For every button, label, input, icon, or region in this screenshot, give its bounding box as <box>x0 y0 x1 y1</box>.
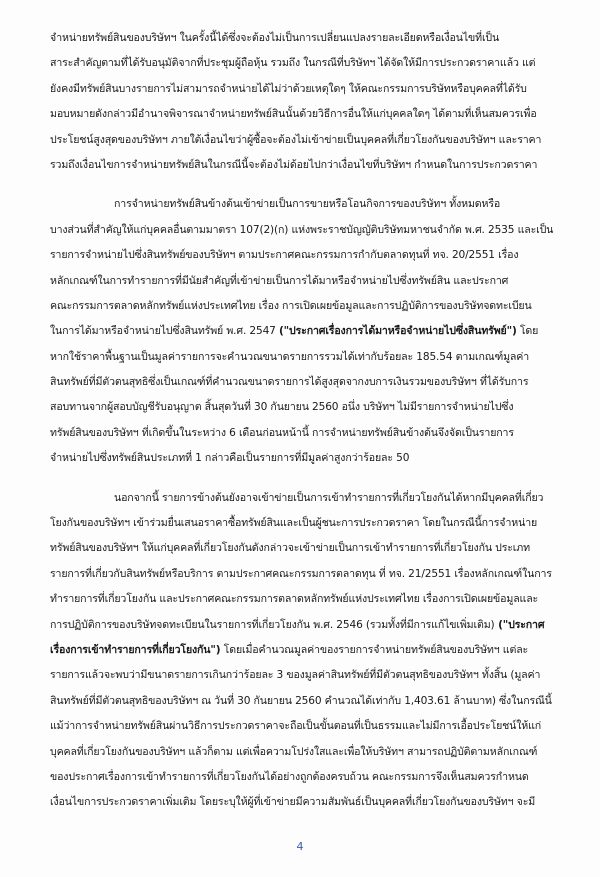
text-line: บางส่วนที่สำคัญให้แก่บุคคลอื่นตามมาตรา 107(2)(ก) แห่งพระราชบัญญัติบริษัทมหาชนจำกัด พ.ศ. 2535 และเป็น <box>50 223 554 236</box>
text-line-with-bold <box>50 319 554 344</box>
text-line: ทำรายการที่เกี่ยวโยงกัน และประกาศคณะกรรมการตลาดหลักทรัพย์แห่งประเทศไทย เรื่องการเปิดเผยข้อมูลและ <box>50 593 539 606</box>
paragraph-connected-transaction <box>50 486 554 816</box>
text-segment: โดย <box>516 325 539 338</box>
text-segment: โดยเมื่อคำนวณมูลค่าของรายการจำหน่ายทรัพย์สินของบริษัทฯ แต่ละ <box>220 643 529 656</box>
text-line: ประโยชน์สูงสุดของบริษัทฯ ภายใต้เงื่อนไขว่าผู้ซื้อจะต้องไม่เข้าข่ายเป็นบุคคลที่เกี่ยวโยงกันของบริษัทฯ และราคา <box>50 133 542 146</box>
text-line: หากใช้ราคาพื้นฐานเป็นมูลค่ารายการจะคำนวณขนาดรายการรวมได้เท่ากับร้อยละ 185.54 ตามเกณฑ์มูลค่า <box>50 350 529 363</box>
bold-defined-term: ("ประกาศ <box>494 618 545 631</box>
text-line: รายการที่เกี่ยวกับสินทรัพย์หรือบริการ ตามประกาศคณะกรรมการตลาดทุน ที่ ทจ. 21/2551 เรื่องหลักเกณฑ์ในการ <box>50 567 552 580</box>
text-line: รายการจำหน่ายไปซึ่งสินทรัพย์ของบริษัทฯ ตามประกาศคณะกรรมการกำกับตลาดทุนที่ ทจ. 20/2551 เรื่อง <box>50 249 519 262</box>
text-line: ของประกาศเรื่องการเข้าทำรายการที่เกี่ยวโยงกันได้อย่างถูกต้องครบถ้วน คณะกรรมการจึงเห็นสมควรกำหนด <box>50 770 529 783</box>
text-line: ทรัพย์สินของบริษัทฯ ให้แก่บุคคลที่เกี่ยวโยงกันดังกล่าวจะเข้าข่ายเป็นการเข้าทำรายการที่เกี่ยวโยงกัน ประเภท <box>50 542 530 555</box>
text-segment: การปฏิบัติการของบริษัทจดทะเบียนในรายการที่เกี่ยวโยงกัน พ.ศ. 2546 (รวมทั้งที่มีการแก้ไขเพิ่มเติม) <box>50 618 495 631</box>
text-segment: ในการได้มาหรือจำหน่ายไปซึ่งสินทรัพย์ พ.ศ. 2547 <box>50 325 276 338</box>
text-line: มอบหมายดังกล่าวมีอำนาจพิจารณาจำหน่ายทรัพย์สินนั้นด้วยวิธีการอื่นให้แก่บุคคลใดๆ ได้ตามที่เห็นสมควรเพื่อ <box>50 108 537 121</box>
text-line-with-bold <box>50 613 554 638</box>
page-number: 4 <box>296 840 304 853</box>
bold-defined-term: ("ประกาศเรื่องการได้มาหรือจำหน่ายไปซึ่งสินทรัพย์") <box>278 325 517 338</box>
text-line: จำหน่ายไปซึ่งทรัพย์สินประเภทที่ 1 กล่าวคือเป็นรายการที่มีมูลค่าสูงกว่าร้อยละ 50 <box>50 452 410 465</box>
text-line: ทรัพย์สินของบริษัทฯ ที่เกิดขึ้นในระหว่าง 6 เดือนก่อนหน้านี้ การจำหน่ายทรัพย์สินข้างต้นจึงจัดเป็นรายการ <box>50 426 514 439</box>
text-line: การจำหน่ายทรัพย์สินข้างต้นเข้าข่ายเป็นการขายหรือโอนกิจการของบริษัทฯ ทั้งหมดหรือ <box>114 198 501 211</box>
text-line: รวมถึงเงื่อนไขการจำหน่ายทรัพย์สินในกรณีนี้จะต้องไม่ด้อยไปกว่าเงื่อนไขที่บริษัทฯ กำหนดในการประกวดราคา <box>50 158 538 171</box>
paragraph-transaction-classification <box>50 192 554 471</box>
text-line: แม้ว่าการจำหน่ายทรัพย์สินผ่านวิธีการประกวดราคาจะถือเป็นขั้นตอนที่เป็นธรรมและไม่มีการเอื้อประโยชน์ให้แก่ <box>50 720 542 733</box>
text-line: หลักเกณฑ์ในการทำรายการที่มีนัยสำคัญที่เข้าข่ายเป็นการได้มาหรือจำหน่ายไปซึ่งทรัพย์สิน และประกาศ <box>50 274 509 287</box>
text-line: โยงกันของบริษัทฯ เข้าร่วมยื่นเสนอราคาซื้อทรัพย์สินและเป็นผู้ชนะการประกวดราคา โดยในกรณีนี้การจำหน่าย <box>50 517 538 530</box>
text-line: สินทรัพย์ที่มีตัวตนสุทธิของบริษัทฯ ณ วันที่ 30 กันยายน 2560 คำนวณได้เท่ากับ 1,403.61 ล้านบาท) ซึ่งในกรณีนี้ <box>50 694 552 707</box>
text-line: สินทรัพย์ที่มีตัวตนสุทธิซึ่งเป็นเกณฑ์ที่คำนวณขนาดรายการได้สูงสุดจากงบการเงินรวมของบริษัทฯ ที่ได้รับการ <box>50 376 529 389</box>
text-line: สาระสำคัญตามที่ได้รับอนุมัติจากที่ประชุมผู้ถือหุ้น รวมถึง ในกรณีที่บริษัทฯ ได้จัดให้มีการประกวดราคาแล้ว แต่ <box>50 57 536 70</box>
text-line-with-bold <box>50 638 554 663</box>
text-line: คณะกรรมการตลาดหลักทรัพย์แห่งประเทศไทย เรื่อง การเปิดเผยข้อมูลและการปฏิบัติการของบริษัทจดทะเบียน <box>50 299 532 312</box>
text-line: จำหน่ายทรัพย์สินของบริษัทฯ ในครั้งนี้ได้ซึ่งจะต้องไม่เป็นการเปลี่ยนแปลงรายละเอียดหรือเงื่อนไขที่เป็น <box>50 32 500 44</box>
text-line: บุคคลที่เกี่ยวโยงกันของบริษัทฯ แล้วก็ตาม แต่เพื่อความโปร่งใสและเพื่อให้บริษัทฯ สามารถปฏิบัติตามหลักเกณฑ์ <box>50 745 538 758</box>
bold-defined-term: เรื่องการเข้าทำรายการที่เกี่ยวโยงกัน") <box>50 643 221 656</box>
paragraph-continuation <box>50 26 554 178</box>
text-line: สอบทานจากผู้สอบบัญชีรับอนุญาต สิ้นสุดวันที่ 30 กันยายน 2560 อนึ่ง บริษัทฯ ไม่มีรายการจำหน่ายไปซึ่ง <box>50 401 514 414</box>
text-line: นอกจากนี้ รายการข้างต้นยังอาจเข้าข่ายเป็นการเข้าทำรายการที่เกี่ยวโยงกันได้หากมีบุคคลที่เกี่ยว <box>114 491 544 504</box>
text-line: เงื่อนไขการประกวดราคาเพิ่มเติม โดยระบุให้ผู้ที่เข้าข่ายมีความสัมพันธ์เป็นบุคคลที่เกี่ยวโยงกันของบริษัทฯ จะมี <box>50 796 536 809</box>
text-line: ยังคงมีทรัพย์สินบางรายการไม่สามารถจำหน่ายได้ไม่ว่าด้วยเหตุใดๆ ให้คณะกรรมการบริษัทหรือบุคคลที่ได้รับ <box>50 82 527 95</box>
text-line: รายการแล้วจะพบว่ามีขนาดรายการเกินกว่าร้อยละ 3 ของมูลค่าสินทรัพย์ที่มีตัวตนสุทธิของบริษัทฯ ทั้งสิ้น (มูลค่า <box>50 669 541 682</box>
